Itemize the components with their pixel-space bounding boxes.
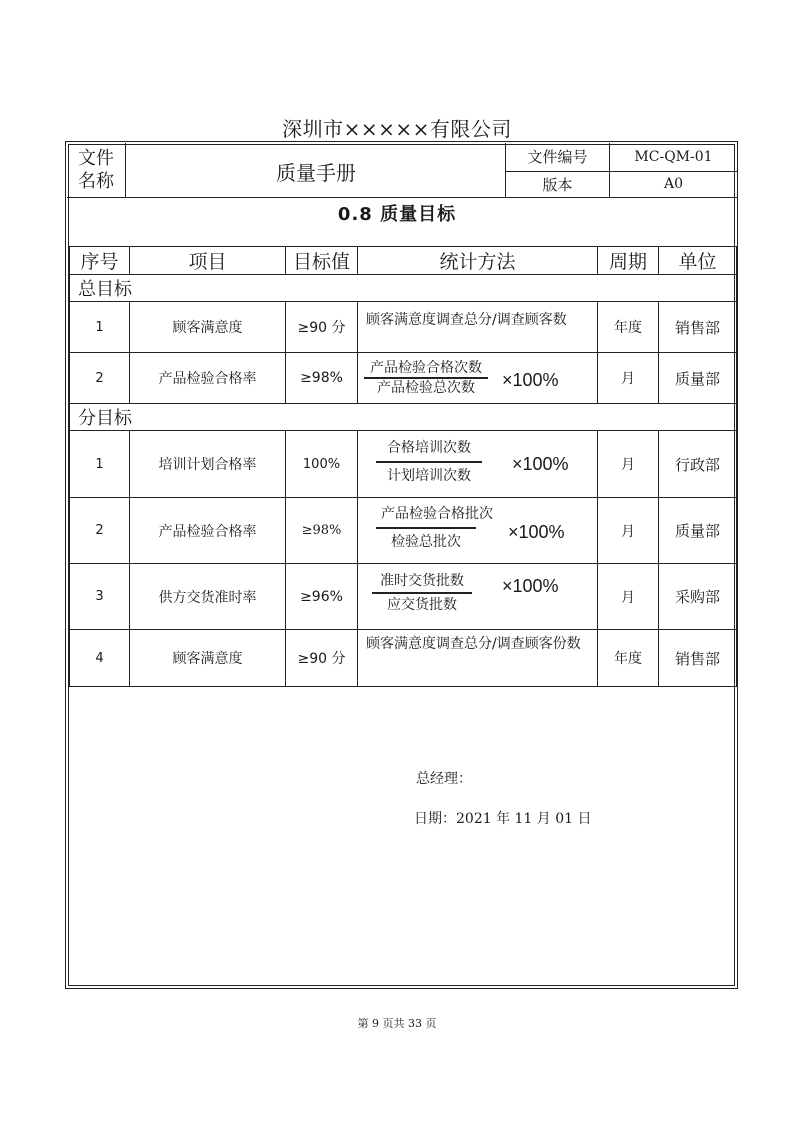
- row-item: 产品检验合格率: [130, 353, 286, 404]
- row-unit: 采购部: [659, 564, 737, 630]
- version-label: 版本: [542, 176, 573, 194]
- fraction-denominator: 计划培训次数: [387, 468, 471, 484]
- quality-goals-table: [69, 246, 737, 687]
- section-title: 0.8 质量目标: [337, 204, 457, 225]
- group-label: 总目标: [70, 275, 737, 302]
- doc-no: MC-QM-01: [634, 149, 713, 165]
- row-number: 2: [70, 353, 130, 404]
- fraction: [372, 572, 472, 614]
- table-row: [70, 302, 737, 353]
- fraction: [364, 359, 488, 397]
- row-number: 4: [70, 630, 130, 687]
- table-row: [70, 353, 737, 404]
- doc-title: 质量手册: [276, 161, 356, 185]
- row-method: 顾客满意度调查总分/调查顾客数: [358, 302, 598, 353]
- row-period: 月: [598, 353, 659, 404]
- column-header: 项目: [130, 247, 286, 275]
- fraction-denominator: 检验总批次: [391, 534, 461, 550]
- row-period: 月: [598, 431, 659, 498]
- row-method: [358, 564, 598, 630]
- row-period: 月: [598, 498, 659, 564]
- column-header: 单位: [659, 247, 737, 275]
- row-unit: 质量部: [659, 498, 737, 564]
- row-unit: 销售部: [659, 302, 737, 353]
- fraction: [376, 439, 482, 485]
- page-footer: 第 9 页共 33 页: [357, 1017, 437, 1030]
- doc-no-label: 文件编号: [527, 148, 588, 166]
- group-row: [70, 404, 737, 431]
- version: A0: [663, 176, 684, 192]
- table-header-row: [70, 247, 737, 275]
- column-header: 序号: [70, 247, 130, 275]
- row-unit: 行政部: [659, 431, 737, 498]
- row-item: 顾客满意度: [130, 302, 286, 353]
- fraction-bar: [376, 527, 476, 529]
- row-number: 1: [70, 302, 130, 353]
- row-unit: 销售部: [659, 630, 737, 687]
- table-row: [70, 564, 737, 630]
- header-divider: [505, 171, 737, 172]
- multiplier: ×100%: [502, 576, 559, 596]
- multiplier: ×100%: [508, 522, 565, 542]
- row-method: [358, 431, 598, 498]
- table-row: [70, 630, 737, 687]
- group-label: 分目标: [70, 404, 737, 431]
- row-item: 供方交货准时率: [130, 564, 286, 630]
- fraction-numerator: 产品检验合格批次: [381, 506, 493, 522]
- fraction-numerator: 准时交货批数: [380, 573, 464, 589]
- table-row: [70, 498, 737, 564]
- row-unit: 质量部: [659, 353, 737, 404]
- row-period: 月: [598, 564, 659, 630]
- doc-name-label: 文件名称: [78, 148, 114, 192]
- fraction: [376, 505, 498, 551]
- manager-signature-label: 总经理：: [416, 771, 472, 787]
- column-header: 周期: [598, 247, 659, 275]
- row-target: ≥98%: [286, 498, 358, 564]
- row-item: 培训计划合格率: [130, 431, 286, 498]
- row-period: 年度: [598, 302, 659, 353]
- fraction-numerator: 合格培训次数: [387, 440, 471, 456]
- sign-date: 日期：2021 年 11 月 01 日: [414, 811, 592, 827]
- multiplier: ×100%: [502, 370, 559, 390]
- header-divider: [67, 197, 737, 198]
- row-target: ≥90 分: [286, 630, 358, 687]
- row-number: 3: [70, 564, 130, 630]
- group-row: [70, 275, 737, 302]
- row-method: 顾客满意度调查总分/调查顾客份数: [358, 630, 598, 687]
- row-target: ≥98%: [286, 353, 358, 404]
- row-target: 100%: [286, 431, 358, 498]
- row-method: [358, 353, 598, 404]
- company-name: 深圳市×××××有限公司: [282, 117, 512, 141]
- multiplier: ×100%: [512, 454, 569, 474]
- fraction-bar: [372, 592, 472, 594]
- row-item: 顾客满意度: [130, 630, 286, 687]
- column-header: 统计方法: [358, 247, 598, 275]
- table-row: [70, 431, 737, 498]
- fraction-bar: [376, 461, 482, 463]
- row-number: 2: [70, 498, 130, 564]
- column-header: 目标值: [286, 247, 358, 275]
- row-period: 年度: [598, 630, 659, 687]
- fraction-denominator: 应交货批数: [387, 597, 457, 613]
- row-item: 产品检验合格率: [130, 498, 286, 564]
- row-number: 1: [70, 431, 130, 498]
- fraction-denominator: 产品检验总次数: [377, 380, 475, 396]
- row-target: ≥96%: [286, 564, 358, 630]
- row-method: [358, 498, 598, 564]
- fraction-numerator: 产品检验合格次数: [370, 360, 482, 376]
- row-target: ≥90 分: [286, 302, 358, 353]
